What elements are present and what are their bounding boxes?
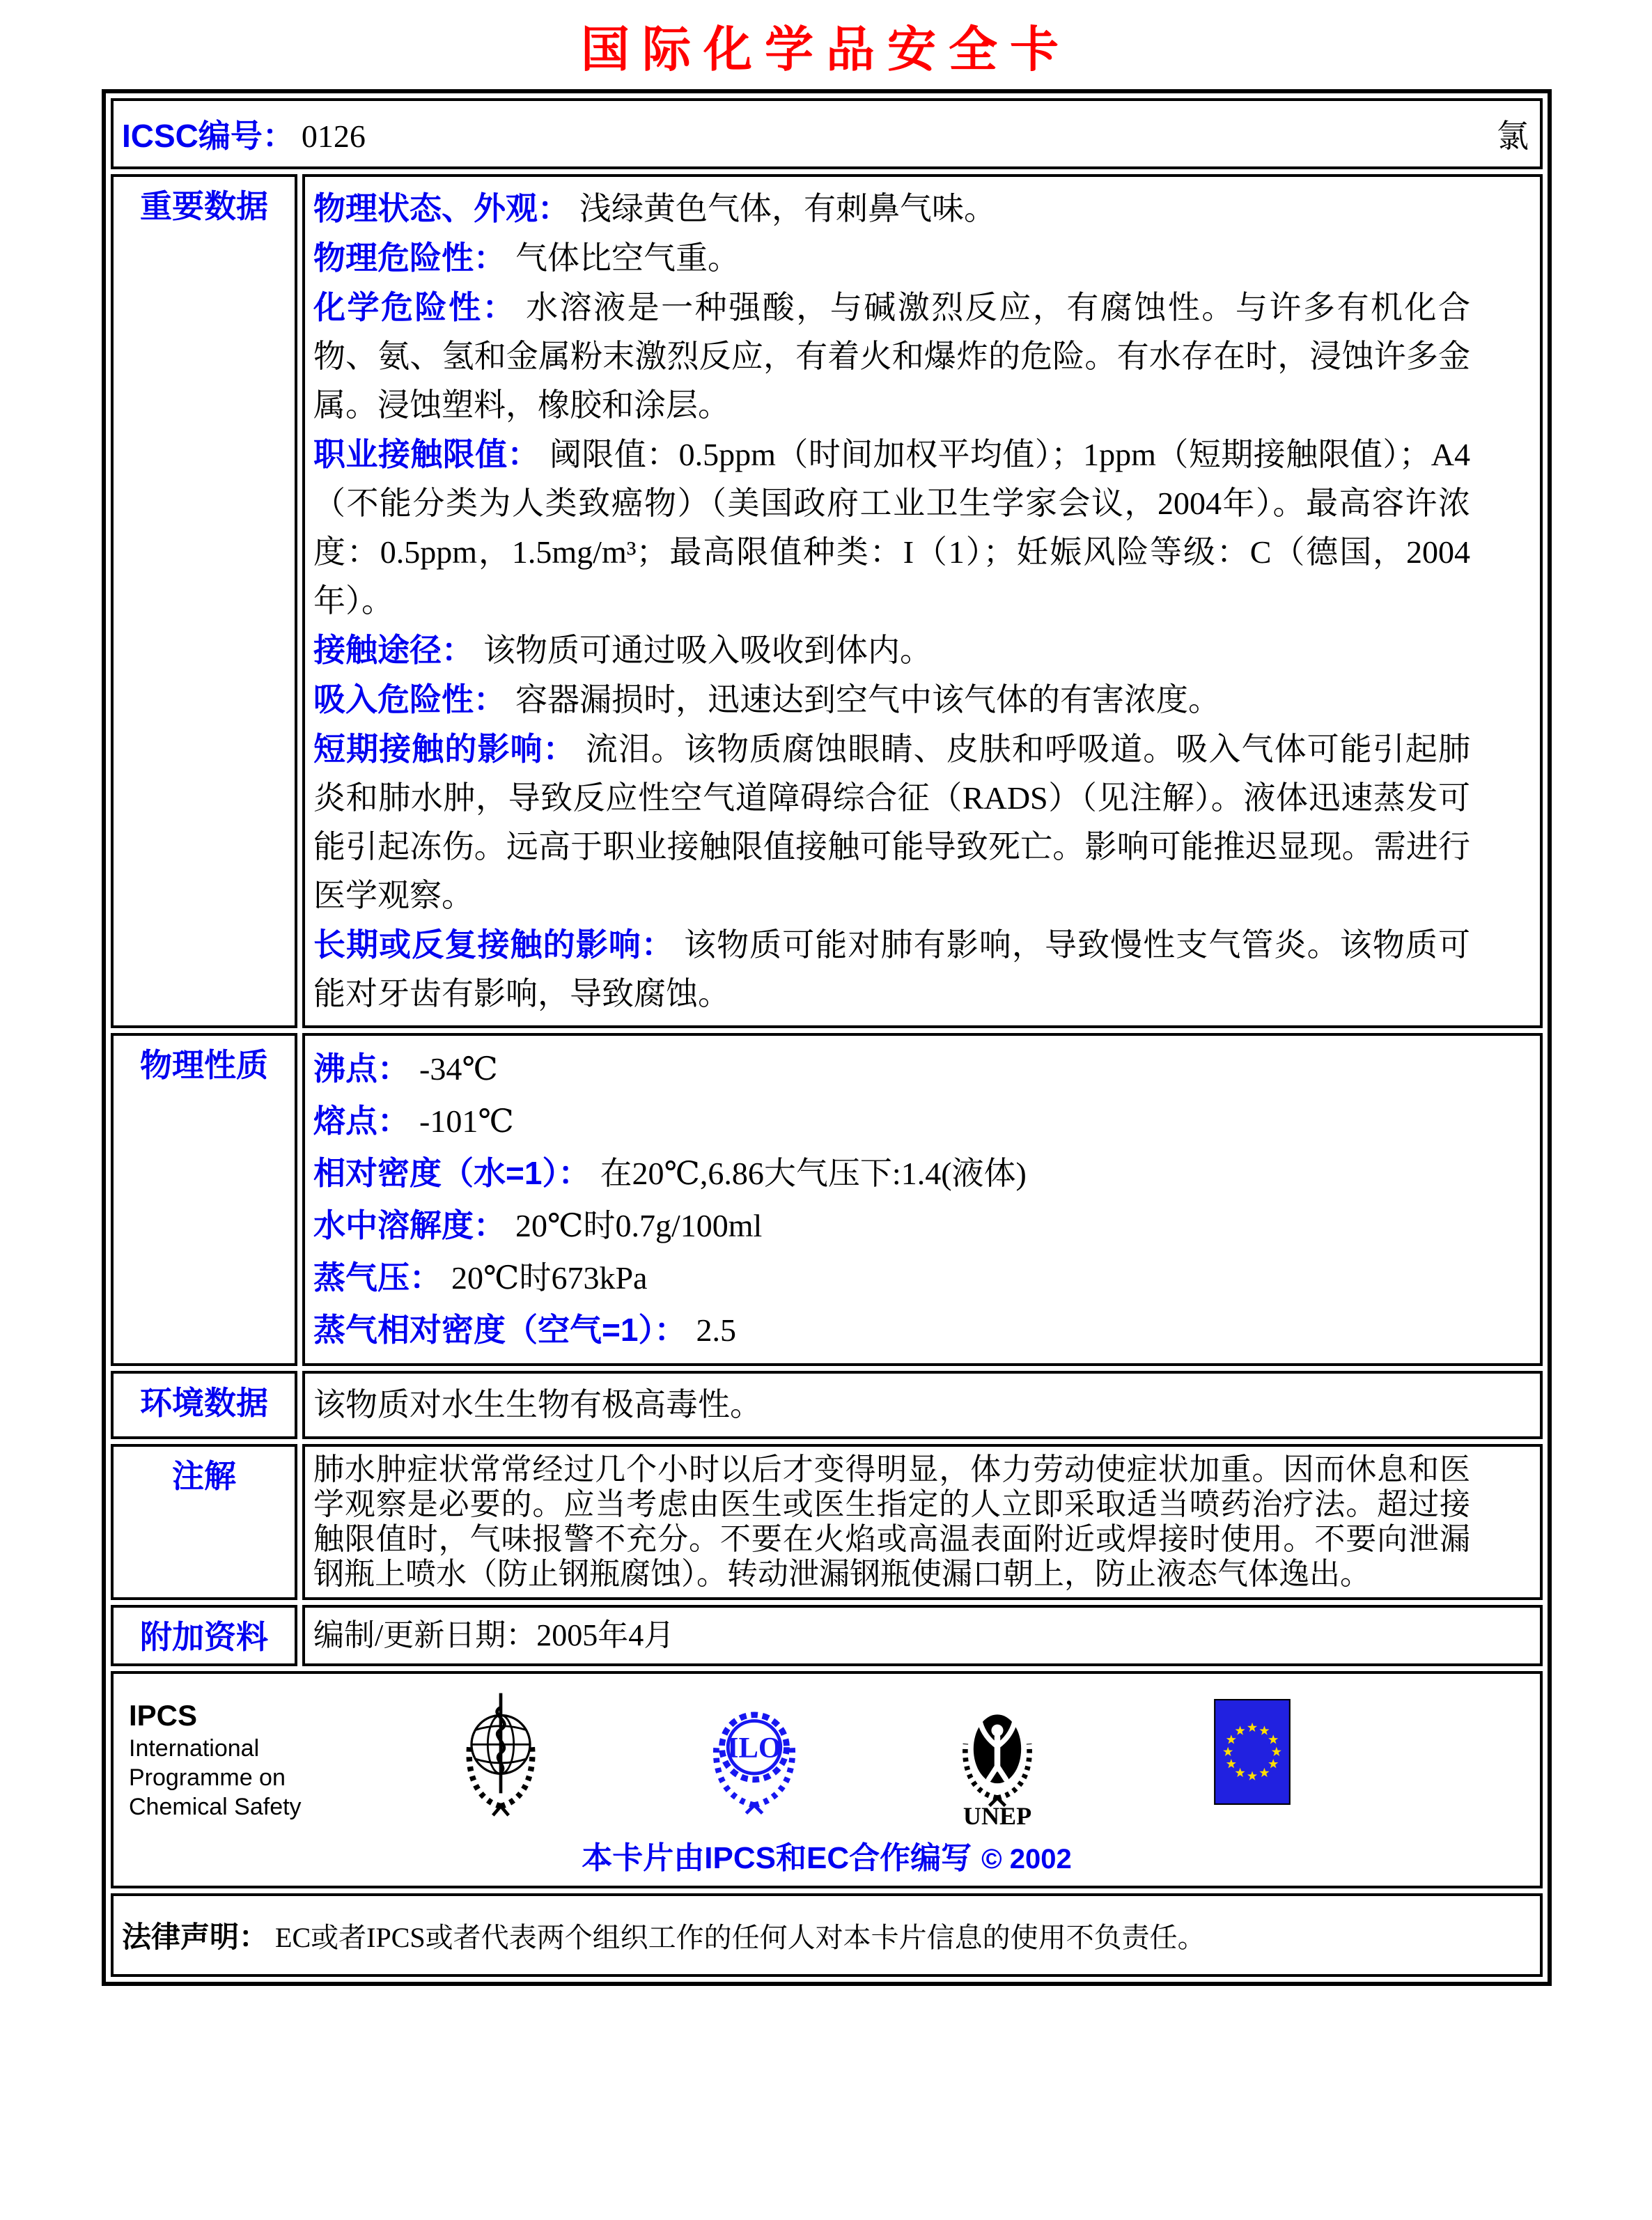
important-data-content: [302, 174, 1543, 1028]
field-label: 相对密度（水=1）：: [313, 1155, 591, 1191]
additional-information-content: [302, 1605, 1543, 1666]
credit-year: © 2002: [981, 1844, 1072, 1874]
field-label: 职业接触限值：: [313, 436, 540, 472]
data-item: [313, 675, 1470, 724]
field-label: 物理危险性：: [313, 240, 506, 276]
credit-text: 本卡片由IPCS和EC合作编写: [582, 1841, 972, 1875]
icsc-number-field: [122, 111, 366, 157]
field-value: 该物质可能对肺有影响，导致慢性支气管炎。该物质可能对牙齿有影响，导致腐蚀。: [313, 927, 1471, 1011]
field-label: 短期接触的影响：: [313, 731, 576, 767]
field-label: 沸点：: [313, 1050, 410, 1087]
field-label: 蒸气压：: [313, 1259, 442, 1296]
data-item: [313, 233, 1470, 283]
data-item: [313, 283, 1470, 430]
header-row: [111, 98, 1543, 169]
field-value: 阈限值：0.5ppm（时间加权平均值）；1ppm（短期接触限值）；A4（不能分类为人类致癌物）（美国政府工业卫生学家会议，2004年）。最高容许浓度：0.5ppm，1.5mg/m³；最高限值种类：I（1）；妊娠风险等级：C（德国，2004年）。: [313, 437, 1471, 619]
unep-emblem-icon: [944, 1689, 1050, 1829]
row-label-physical-properties: 物理性质: [111, 1033, 297, 1366]
field-label: 长期或反复接触的影响：: [313, 926, 674, 963]
ilo-emblem-icon: [707, 1689, 802, 1817]
icsc-card-table: [102, 89, 1552, 1986]
ipcs-subtitle-line: Chemical Safety: [129, 1794, 302, 1820]
field-label: 化学危险性：: [313, 289, 517, 325]
data-item: [313, 184, 1470, 233]
field-value: 2.5: [696, 1312, 736, 1348]
notes-content: 肺水肿症状常常经过几个小时以后才变得明显，体力劳动使症状加重。因而休息和医学观察是必要的。应当考虑由医生或医生指定的人立即采取适当喷药治疗法。超过接触限值时，气味报警不充分。不要在火焰或高温表面附近或焊接时使用。不要向泄漏钢瓶上喷水（防止钢瓶腐蚀）。转动泄漏钢瓶使漏口朝上，防止液态气体逸出。: [302, 1444, 1543, 1600]
row-label-environmental-data: 环境数据: [111, 1371, 297, 1439]
data-item: [313, 1147, 1470, 1200]
field-value: 容器漏损时，迅速达到空气中该气体的有害浓度。: [515, 682, 1220, 717]
legal-text: EC或者IPCS或者代表两个组织工作的任何人对本卡片信息的使用不负责任。: [275, 1922, 1206, 1953]
data-item: [313, 626, 1470, 675]
field-label: 物理状态、外观：: [313, 190, 570, 226]
ipcs-wordmark: [129, 1689, 302, 1822]
unep-caption: UNEP: [963, 1802, 1031, 1829]
ipcs-subtitle-line: International: [129, 1735, 260, 1762]
field-value: -34℃: [419, 1051, 498, 1087]
data-item: [313, 1304, 1470, 1356]
update-date-value: 2005年4月: [536, 1618, 675, 1652]
field-label: 水中溶解度：: [313, 1207, 506, 1243]
field-value: 气体比空气重。: [515, 240, 740, 276]
icsc-number-value: 0126: [301, 118, 366, 154]
field-label: 蒸气相对密度（空气=1）：: [313, 1312, 687, 1348]
field-value: 在20℃,6.86大气压下:1.4(液体): [600, 1156, 1027, 1191]
row-label-additional-information: 附加资料: [111, 1605, 297, 1666]
data-item: [313, 920, 1470, 1018]
field-value: 浅绿黄色气体，有刺鼻气味。: [579, 191, 996, 226]
who-emblem-icon: [462, 1689, 540, 1826]
data-item: [313, 1200, 1470, 1252]
row-label-important-data: 重要数据: [111, 174, 297, 1028]
environmental-data-content: 该物质对水生生物有极高毒性。: [302, 1371, 1543, 1439]
physical-properties-content: [302, 1033, 1543, 1366]
field-value: -101℃: [419, 1103, 514, 1139]
eu-flag-icon: [1214, 1699, 1291, 1805]
data-item: [313, 724, 1470, 920]
ipcs-subtitle-line: Programme on: [129, 1764, 286, 1791]
data-item: [313, 430, 1470, 626]
legal-label: 法律声明：: [122, 1920, 269, 1953]
data-item: [313, 1252, 1470, 1304]
icsc-number-label: ICSC编号：: [122, 118, 295, 154]
field-value: 该物质可通过吸入吸收到体内。: [483, 632, 932, 668]
field-value: 20℃时0.7g/100ml: [515, 1208, 763, 1243]
logos-row: [111, 1671, 1543, 1888]
field-value: 20℃时673kPa: [451, 1260, 648, 1296]
field-label: 吸入危险性：: [313, 681, 506, 717]
data-item: [313, 1043, 1470, 1095]
credit-line: [122, 1833, 1532, 1877]
legal-row: [111, 1893, 1543, 1977]
field-label: 接触途径：: [313, 632, 474, 668]
field-label: 熔点：: [313, 1103, 410, 1139]
page-title: 国际化学品安全卡: [581, 21, 1071, 78]
row-label-notes: 注解: [111, 1444, 297, 1600]
chemical-name: 氯: [1497, 118, 1529, 154]
field-value: 流泪。该物质腐蚀眼睛、皮肤和呼吸道。吸入气体可能引起肺炎和肺水肿，导致反应性空气道障碍综合征（RADS）（见注解）。液体迅速蒸发可能引起冻伤。远高于职业接触限值接触可能导致死亡。影响可能推迟显现。需进行医学观察。: [313, 731, 1471, 913]
update-date-label: 编制/更新日期：: [313, 1618, 537, 1652]
field-value: 水溶液是一种强酸，与碱激烈反应，有腐蚀性。与许多有机化合物、氨、氢和金属粉末激烈反应，有着火和爆炸的危险。有水存在时，浸蚀许多金属。浸蚀塑料，橡胶和涂层。: [313, 290, 1471, 423]
data-item: [313, 1095, 1470, 1147]
ilo-letters: ILO: [726, 1731, 781, 1764]
ipcs-acronym: IPCS: [129, 1699, 198, 1732]
